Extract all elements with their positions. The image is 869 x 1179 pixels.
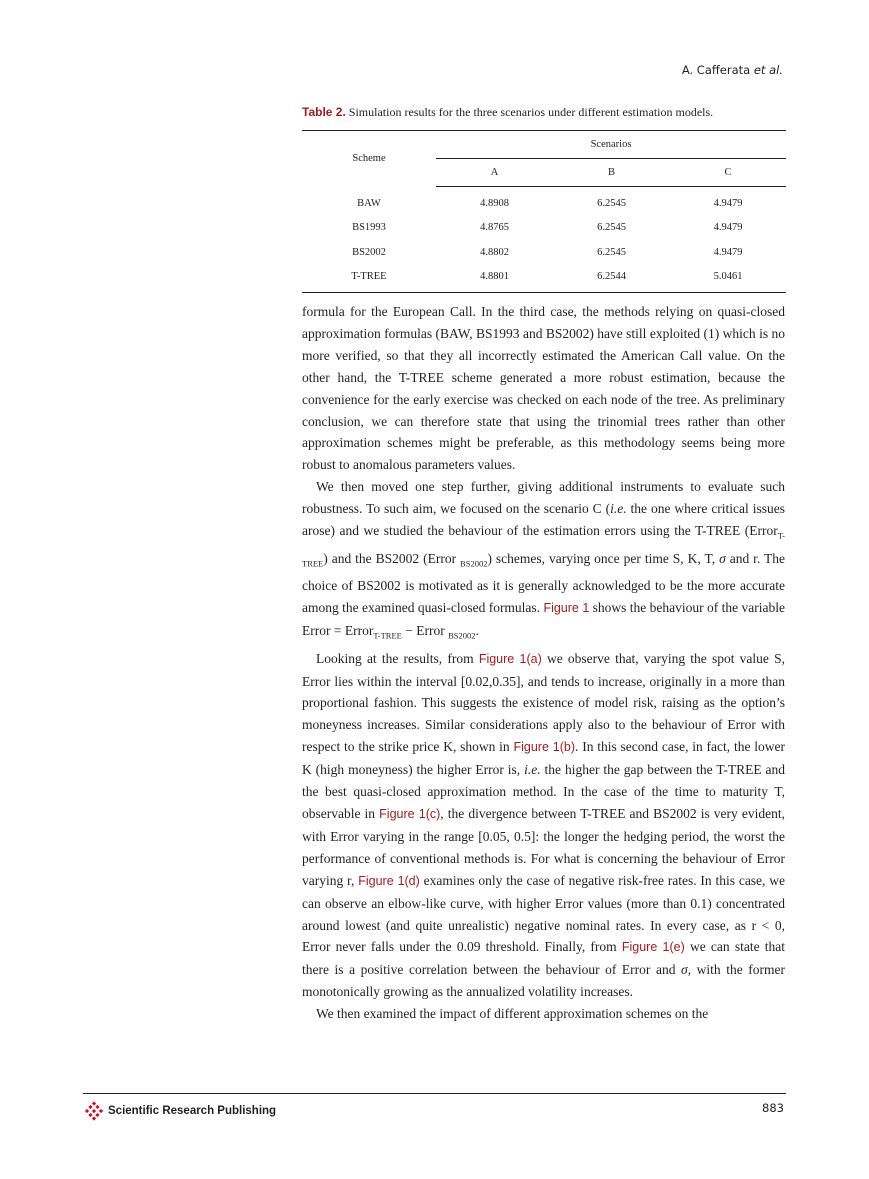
cell-c: 4.9479: [713, 222, 743, 234]
footer-rule: [83, 1093, 786, 1094]
sigma-symbol: σ: [681, 962, 688, 978]
row-scheme: T-TREE: [302, 265, 436, 293]
subscript: T-TREE: [373, 630, 402, 641]
publisher-name: Scientific Research Publishing: [108, 1105, 277, 1117]
paragraph-4: We then examined the impact of different approximation schemes on the: [316, 1006, 709, 1022]
figure-1d-link[interactable]: Figure 1(d): [358, 873, 420, 888]
cell-b: 6.2544: [553, 265, 670, 293]
column-header-c: C: [670, 159, 786, 187]
text-span: ) schemes, varying once per time S, K, T,: [487, 550, 720, 566]
paragraph-1: formula for the European Call. In the third case, the methods relying on quasi-closed approximation formulas (BAW, BS1993 and BS2002) have still exploited (1) which is no more verified, so that they all incorrectly estimated the American Call value. On the other hand, the T-TREE scheme generated a more robust estimation, because the convenience for the early exercise was checked on each node of the tree. As preliminary conclusion, we can therefore state that using the trinomial trees rather than other approximation schemes might be preferable, as this methodology seems being more robust to anomalous parameters values.: [302, 304, 785, 473]
table-label[interactable]: Table 2.: [302, 105, 346, 119]
table-row: [302, 187, 786, 216]
page-number: 883: [762, 1101, 784, 1115]
text-span: the higher the gap between the T-TREE and the best quasi-closed approximation method. In the case of the time to maturity T, observable in: [302, 762, 785, 821]
cell-b: 6.2545: [597, 197, 626, 209]
publisher-logo[interactable]: [84, 1101, 276, 1121]
running-head: [682, 63, 783, 77]
subscript: T-TREE: [302, 530, 785, 569]
text-span: the one where critical issues arose) and we studied the behaviour of the estimation errors using the T-TREE (Error: [302, 501, 785, 539]
column-header-scenarios: Scenarios: [436, 131, 786, 159]
text-span: Looking at the results, from: [316, 650, 479, 666]
column-header-b: B: [553, 159, 670, 187]
cell-c: 5.0461: [670, 265, 786, 293]
row-scheme: BAW: [357, 197, 381, 209]
publisher-diamond-icon: [84, 1101, 104, 1121]
table-caption-text: Simulation results for the three scenarios under different estimation models.: [348, 105, 714, 119]
column-header-a: A: [436, 159, 553, 187]
cell-c: 4.9479: [713, 246, 743, 258]
text-span: . In this second case, in fact, the lower K (high moneyness) the higher Error is,: [302, 739, 785, 778]
cell-a: 4.8908: [480, 197, 509, 209]
table-caption: [302, 105, 786, 120]
figure-1b-link[interactable]: Figure 1(b): [513, 740, 576, 755]
text-span: − Error: [401, 623, 449, 639]
text-span: examines only the case of negative risk-free rates. In this case, we can observe an elbow-like curve, with higher Error values (more than 0.1) concentrated around lowest (and quite unrealistic) negative nominal rates. In every case, as r < 0, Error never falls under the 0.09 threshold. Finally, from: [302, 872, 785, 955]
text-italic: i.e.: [524, 762, 541, 778]
text-span: , with the former monotonically growing as the annualized volatility increases.: [302, 962, 785, 1000]
text-span: We then moved one step further, giving additional instruments to evaluate such robustness. To such aim, we focused on the scenario C (: [302, 479, 785, 517]
body-text: [302, 301, 785, 1025]
text-span: we observe that, varying the spot value S, Error lies within the interval [0.02,0.35], and tends to increase, originally in a more than proportional fashion. This suggests the existence of model risk, raising as the option’s moneyness increases. Similar considerations apply also to the behaviour of Error with respect to the strike price K, shown in: [302, 650, 785, 755]
paragraph-2: [302, 476, 785, 647]
text-span: , the divergence between T-TREE and BS2002 is very evident, with Error varying in the range [0.05, 0.5]: the longer the hedging period, the worst the performance of conventional methods is. For what is concerning the behaviour of Error varying r,: [302, 806, 785, 888]
subscript: BS2002: [460, 558, 488, 569]
cell-c: 4.9479: [713, 197, 743, 209]
cell-a: 4.8765: [480, 222, 509, 234]
cell-a: 4.8801: [436, 265, 553, 293]
row-scheme: BS2002: [352, 246, 386, 258]
results-table: [302, 130, 786, 293]
running-head-author: A. Cafferata: [681, 63, 751, 77]
paragraph-3: [302, 648, 785, 1004]
cell-a: 4.8802: [480, 246, 509, 258]
text-italic: i.e.: [610, 501, 627, 517]
sigma-symbol: σ: [719, 550, 726, 566]
subscript: BS2002: [448, 630, 476, 641]
table-row: [302, 240, 786, 265]
figure-1c-link[interactable]: Figure 1(c): [379, 807, 441, 821]
text-span: we can state that there is a positive correlation between the behaviour of Error and: [302, 939, 785, 978]
text-span: .: [475, 623, 479, 639]
table-row: [302, 265, 786, 293]
table-row: [302, 216, 786, 241]
text-span: ) and the BS2002 (Error: [323, 550, 461, 566]
figure-1a-link[interactable]: Figure 1(a): [478, 651, 542, 666]
figure-1-link[interactable]: Figure 1: [543, 601, 590, 616]
text-span: shows the behaviour of the variable Error = Error: [302, 600, 785, 639]
cell-b: 6.2545: [597, 246, 626, 258]
running-head-et-al: et al.: [753, 63, 783, 77]
cell-b: 6.2545: [597, 222, 626, 234]
column-header-scheme: Scheme: [302, 131, 436, 187]
row-scheme: BS1993: [352, 222, 386, 234]
text-span: and r. The choice of BS2002 is motivated as it is generally acknowledged to be the more accurate among the examined quasi-closed formulas.: [302, 550, 785, 616]
figure-1e-link[interactable]: Figure 1(e): [621, 940, 685, 955]
